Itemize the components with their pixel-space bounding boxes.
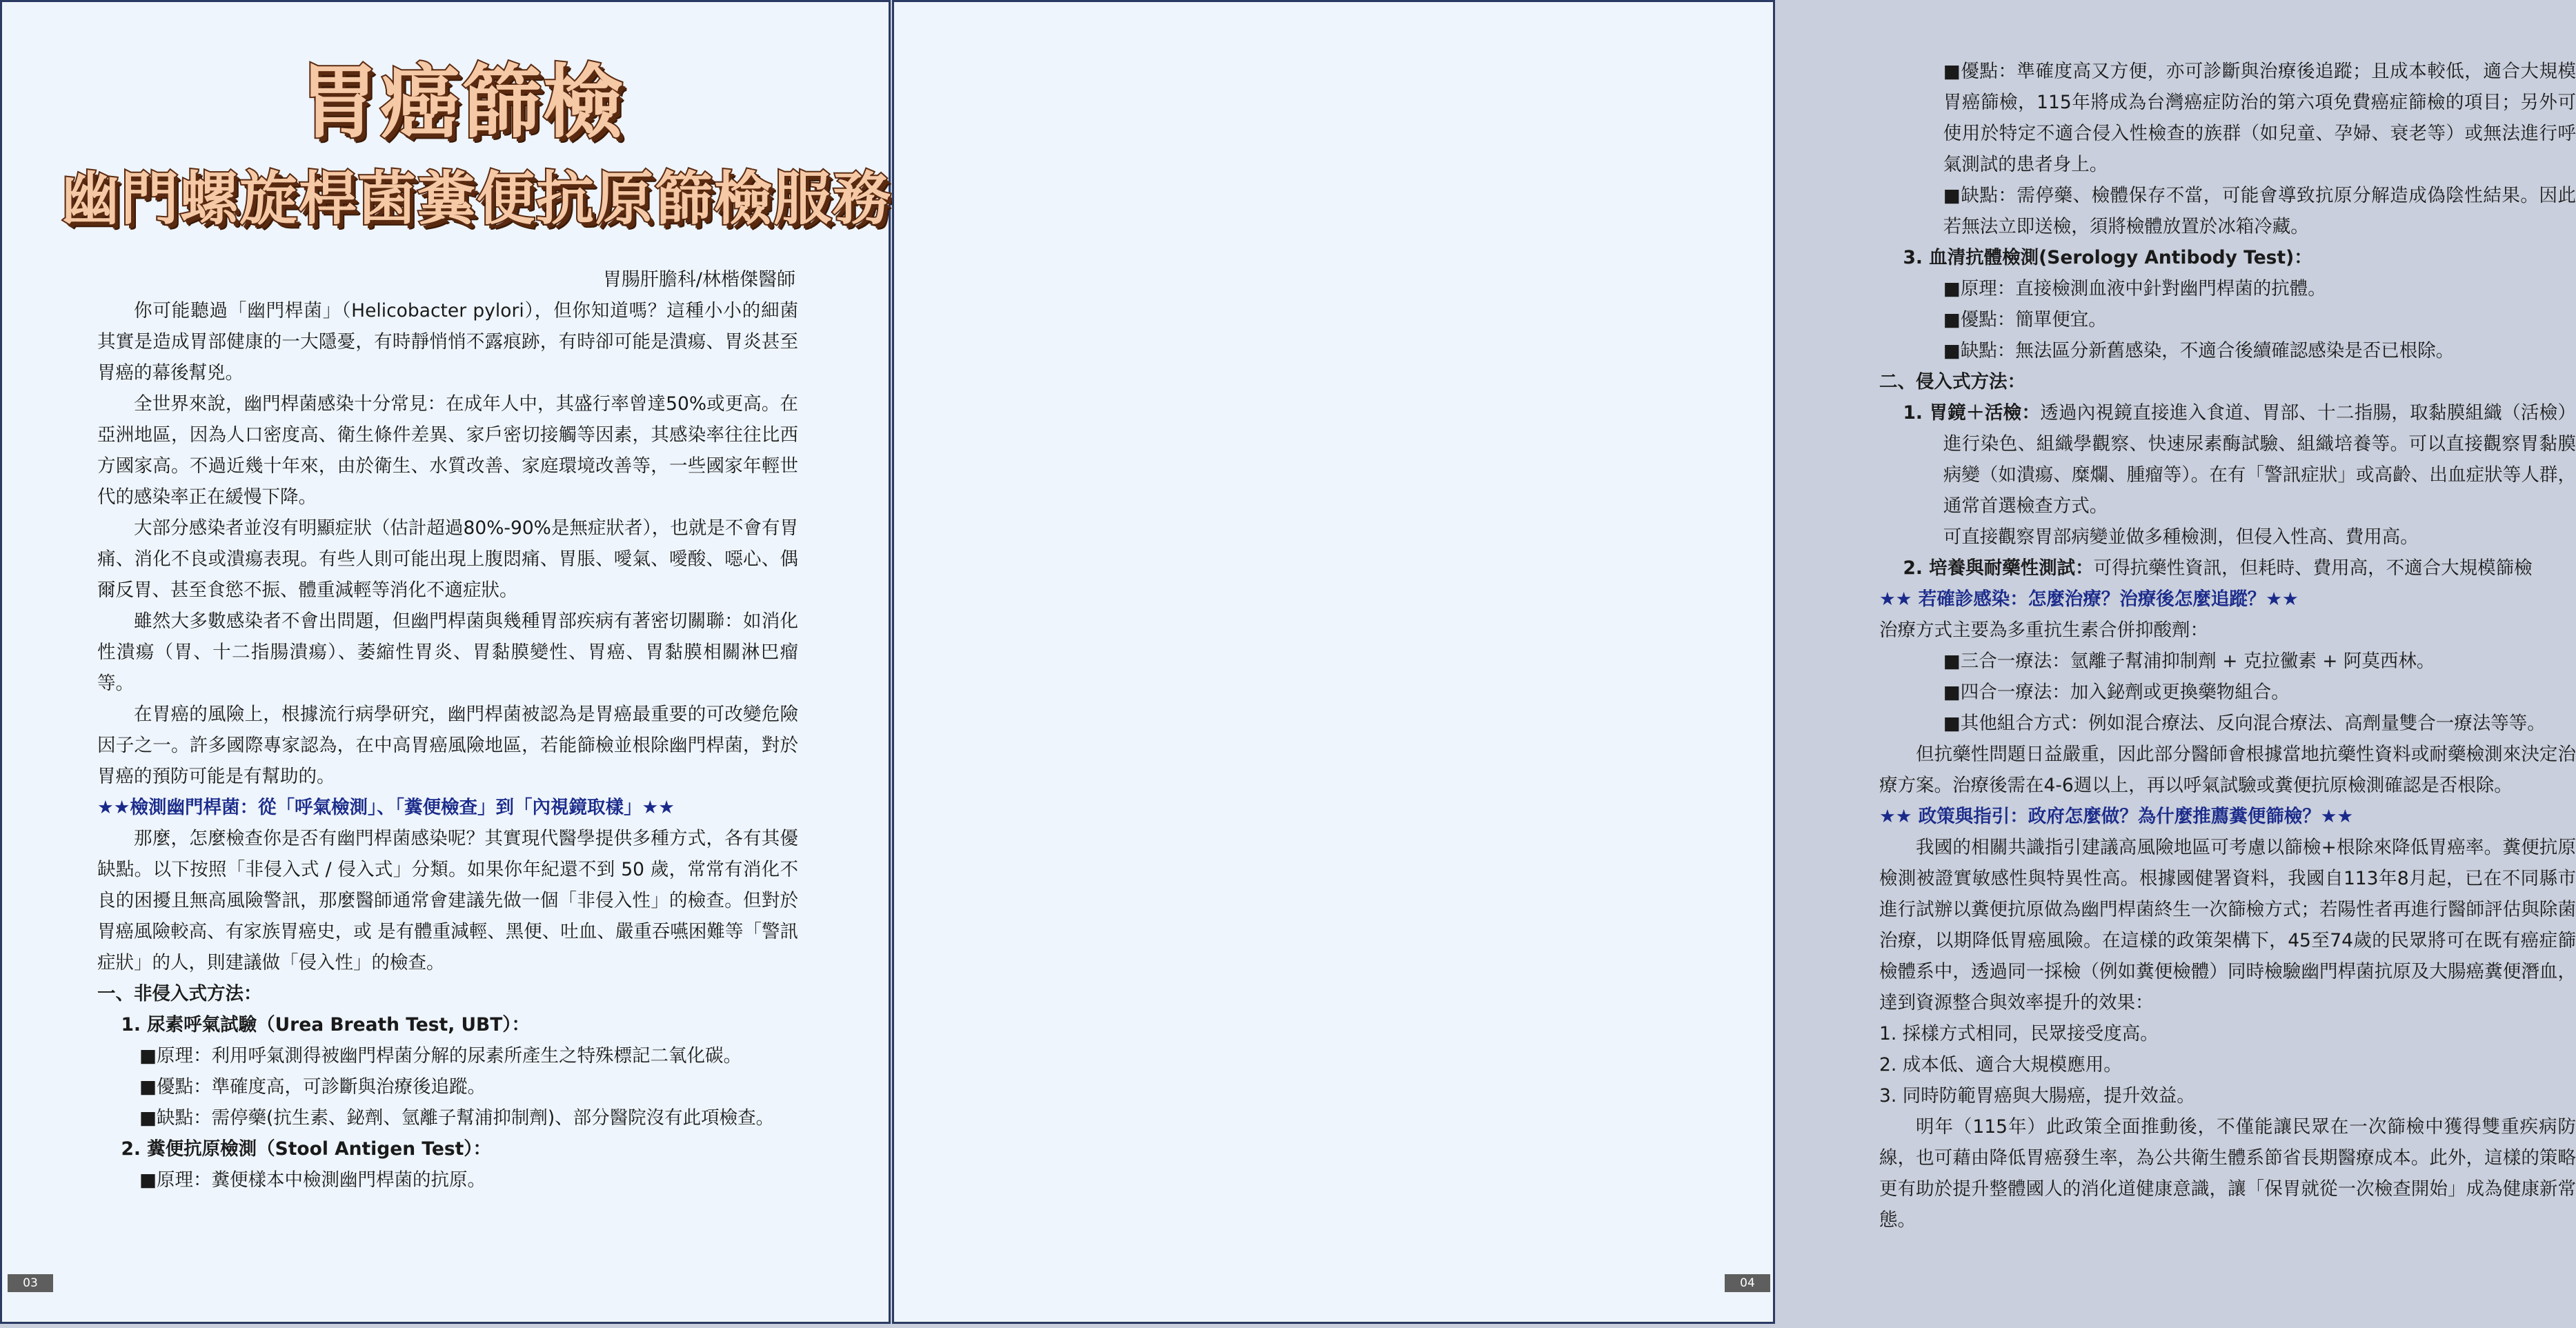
culture-text: 可得抗藥性資訊，但耗時、費用高，不適合大規模篩檢 — [2093, 557, 2533, 579]
intro-paragraph-4: 雖然大多數感染者不會出問題，但幽門桿菌與幾種胃部疾病有著密切關聯：如消化性潰瘍（胃、十二指腸潰瘍）、萎縮性胃炎、胃黏膜變性、胃癌、胃黏膜相關淋巴瘤等。 — [97, 611, 798, 694]
detection-paragraph: 那麼，怎麼檢查你是否有幽門桿菌感染呢？其實現代醫學提供多種方式，各有其優缺點。以下按照「非侵入式 / 侵入式」分類。如果你年紀還不到 50 歲，常常有消化不良的困擾且無高風險警訊，那麼醫師通常會建議先做一個「非侵入性」的檢查。但對於胃癌風險較高、有家族胃癌史，或 是有體重減輕、黑便、吐血、嚴重吞嚥困難等「警訊症狀」的人，則建議做「侵入性」的檢查。 — [97, 828, 798, 973]
left-body-text — [97, 295, 798, 1196]
right-page — [892, 0, 2576, 1324]
intro-paragraph-3: 大部分感染者並沒有明顯症狀（估計超過80%-90%是無症狀者），也就是不會有胃痛、消化不良或潰瘍表現。有些人則可能出現上腹悶痛、胃脹、噯氣、噯酸、噁心、偶爾反胃、甚至食慾不振、體重減輕等消化不適症狀。 — [97, 517, 798, 601]
benefit-item-2: 2. 成本低、適合大規模應用。 — [1879, 1054, 2122, 1076]
serology-pro: ■優點：簡單便宜。 — [1943, 309, 2107, 330]
ubt-heading: 1. 尿素呼氣試驗（Urea Breath Test, UBT）： — [121, 1014, 531, 1035]
sub-title: 幽門螺旋桿菌糞便抗原篩檢服務 — [61, 165, 893, 232]
stool-principle: ■原理：糞便樣本中檢測幽門桿菌的抗原。 — [139, 1169, 486, 1191]
stool-pro: ■優點：準確度高又方便，亦可診斷與治療後追蹤；且成本較低，適合大規模胃癌篩檢，115年將成為台灣癌症防治的第六項免費癌症篩檢的項目；另外可使用於特定不適合侵入性檢查的族群（如兒童、孕婦、衰老等）或無法進行呼氣測試的患者身上。 — [1943, 61, 2576, 175]
culture-label: 2. 培養與耐藥性測試： — [1903, 557, 2094, 579]
stool-con: ■缺點：需停藥、檢體保存不當，可能會導致抗原分解造成偽陰性結果。因此若無法立即送檢，須將檢體放置於冰箱冷藏。 — [1943, 185, 2576, 237]
treatment-intro: 治療方式主要為多重抗生素合併抑酸劑： — [1879, 620, 2208, 641]
benefit-item-3: 3. 同時防範胃癌與大腸癌，提升效益。 — [1879, 1085, 2195, 1107]
author-line: 胃腸肝膽科/林楷傑醫師 — [602, 269, 795, 290]
intro-paragraph-2: 全世界來說，幽門桿菌感染十分常見：在成年人中，其盛行率曾達50%或更高。在亞洲地區，因為人口密度高、衛生條件差異、家戶密切接觸等因素，其感染率往往比西方國家高。不過近幾十年來，由於衛生、水質改善、家庭環境改善等，一些國家年輕世代的感染率正在緩慢下降。 — [97, 393, 798, 508]
serology-principle: ■原理：直接檢測血液中針對幽門桿菌的抗體。 — [1943, 278, 2326, 299]
ubt-principle: ■原理：利用呼氣測得被幽門桿菌分解的尿素所產生之特殊標記二氧化碳。 — [139, 1045, 742, 1067]
intro-paragraph-1: 你可能聽過「幽門桿菌」（Helicobacter pylori），但你知道嗎？這種小小的細菌其實是造成胃部健康的一大隱憂，有時靜悄悄不露痕跡，有時卻可能是潰瘍、胃炎甚至胃癌的幕後幫兇。 — [97, 300, 798, 384]
endoscopy-text: 透過內視鏡直接進入食道、胃部、十二指腸，取黏膜組織（活檢）進行染色、組織學觀察、快速尿素酶試驗、組織培養等。可以直接觀察胃黏膜病變（如潰瘍、糜爛、腫瘤等）。在有「警訊症狀」或高齡、出血症狀等人群，通常首選檢查方式。 — [1943, 402, 2576, 517]
closing-paragraph: 明年（115年）此政策全面推動後，不僅能讓民眾在一次篩檢中獲得雙重疾病防線，也可藉由降低胃癌發生率，為公共衛生體系節省長期醫療成本。此外，這樣的策略更有助於提升整體國人的消化道健康意識，讓「保胃就從一次檢查開始」成為健康新常態。 — [1879, 1116, 2576, 1231]
ubt-pro: ■優點：準確度高，可診斷與治療後追蹤。 — [139, 1076, 486, 1098]
right-body-text — [1879, 56, 2576, 1236]
ubt-con: ■缺點：需停藥(抗生素、鉍劑、氫離子幫浦抑制劑)、部分醫院沒有此項檢查。 — [139, 1107, 775, 1129]
endoscopy-note: 可直接觀察胃部病變並做多種檢測，但侵入性高、費用高。 — [1943, 526, 2419, 548]
intro-paragraph-5: 在胃癌的風險上，根據流行病學研究，幽門桿菌被認為是胃癌最重要的可改變危險因子之一。許多國際專家認為，在中高胃癌風險地區，若能篩檢並根除幽門桿菌，對於胃癌的預防可能是有幫助的。 — [97, 704, 798, 787]
serology-con: ■缺點：無法區分新舊感染，不適合後續確認感染是否已根除。 — [1943, 340, 2455, 361]
treatment-quadruple: ■四合一療法：加入鉍劑或更換藥物組合。 — [1943, 682, 2290, 703]
main-title: 胃癌篩檢 — [299, 56, 624, 149]
stool-antigen-heading: 2. 糞便抗原檢測（Stool Antigen Test）： — [121, 1138, 492, 1160]
left-page — [0, 0, 891, 1324]
policy-heading: ★★ 政策與指引：政府怎麼做？為什麼推薦糞便篩檢？★★ — [1879, 806, 2354, 827]
page-number-right: 04 — [1725, 1274, 1770, 1292]
non-invasive-heading: 一、非侵入式方法： — [97, 983, 262, 1004]
page-number-left: 03 — [8, 1274, 53, 1292]
treatment-other: ■其他組合方式：例如混合療法、反向混合療法、高劑量雙合一療法等等。 — [1943, 713, 2546, 734]
endoscopy-label: 1. 胃鏡＋活檢： — [1903, 402, 2041, 424]
treatment-paragraph: 但抗藥性問題日益嚴重，因此部分醫師會根據當地抗藥性資料或耐藥檢測來決定治療方案。治療後需在4-6週以上，再以呼氣試驗或糞便抗原檢測確認是否根除。 — [1879, 744, 2576, 796]
treatment-triple: ■三合一療法：氫離子幫浦抑制劑 + 克拉黴素 + 阿莫西林。 — [1943, 651, 2435, 672]
detection-heading: ★★檢測幽門桿菌：從「呼氣檢測」、「糞便檢查」到「內視鏡取樣」★★ — [97, 797, 675, 818]
policy-paragraph: 我國的相關共識指引建議高風險地區可考慮以篩檢+根除來降低胃癌率。糞便抗原檢測被證實敏感性與特異性高。根據國健署資料，我國自113年8月起，已在不同縣市進行試辦以糞便抗原做為幽門桿菌終生一次篩檢方式；若陽性者再進行醫師評估與除菌治療，以期降低胃癌風險。在這樣的政策架構下，45至74歲的民眾將可在既有癌症篩檢體系中，透過同一採檢（例如糞便檢體）同時檢驗幽門桿菌抗原及大腸癌糞便潛血，達到資源整合與效率提升的效果： — [1879, 837, 2576, 1013]
benefit-item-1: 1. 採樣方式相同，民眾接受度高。 — [1879, 1023, 2159, 1044]
treatment-heading: ★★ 若確診感染：怎麼治療？治療後怎麼追蹤？★★ — [1879, 588, 2299, 610]
endoscopy-item — [1903, 397, 2576, 522]
invasive-heading: 二、侵入式方法： — [1879, 371, 2025, 393]
culture-item — [1903, 553, 2576, 584]
serology-heading: 3. 血清抗體檢測(Serology Antibody Test)： — [1903, 247, 2312, 268]
